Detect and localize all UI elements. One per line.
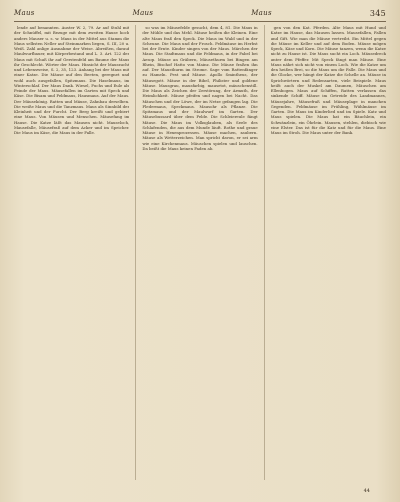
header-left: Maus <box>14 9 35 17</box>
text-columns <box>14 25 386 480</box>
signature-mark: 44 <box>363 488 370 494</box>
running-header <box>14 6 386 20</box>
header-rule <box>14 21 386 22</box>
column-1 <box>14 25 129 480</box>
column-divider <box>135 25 136 480</box>
column-divider <box>264 25 265 480</box>
column-3-text: gen von den Kat. Pferden. Alte Maus mit Hund und Katze im Hause, das Mausen lassen. Mausefallen, Fallen und Gift. Wie man die Mäuse vertreibt. Ein Mittel gegen die Mäuse im Keller und auf dem Boden. Mäuse mögen Speck, Käse und Korn. Die Mäuse tanzen, wenn die Katze nicht zu Hause ist. Die Maus sucht ein Loch. Mäusedreck unter dem Pfeffer. Mit Speck fängt man Mäuse. Eine Maus nährt sich nicht von einem Loch. Wie die Katze um den heißen Brei, so die Maus um die Falle. Die Maus und die Glocke, wer hängt der Katze die Schelle an. Mäuse in Sprichwörtern und Redensarten, viele Beispiele. Maus heißt auch der Muskel am Daumen, Mäuschen am Ellenbogen. Maus auf Schiffen, Ratten verlassen das sinkende Schiff. Mäuse im Getreide des Landmannes, Mäusejahre, Mäusefraß und Mäuseplage in manchen Gegenden. Feldmäuse im Frühling, Wühlmäuse im Garten. Die Maus im Kinderlied und im Spiele. Katz und Maus spielen. Die Maus hat ein Bäuchlein, ein Schwänzlein, ein Öhrlein. Mausen, stehlen, diebisch wie eine Elster. Das ist für die Katz und für die Maus. Eine Maus im Stroh. Die Maus unter der Bank. <box>270 25 386 135</box>
page-number: 345 <box>369 8 386 18</box>
column-2-text: so was im Mäusefelde gesucht, dem 4, 81. Die Maus in der Mühle und das Mehl. Mäuse heißen die Kleinen. Eine alte Maus fraß den Speck. Die Maus im Wald und in der Scheune. Die Maus und der Frosch. Feldmäuse im Herbst bei der Ernte. Kinder singen von der Maus. Märchen der Maus. Die Stadtmaus und die Feldmaus, in der Fabel bei Aesop. Mäuse an Gräbern, Mäusethurm bei Bingen am Rhein, Bischof Hatto von Mainz. Die Mäuse fraßen ihn auf. Der Mausthurm im Strome. Sage vom Rattenfänger zu Hameln. Pest und Mäuse. Apollo Smintheus, der Mäusegott. Mäuse in der Bibel, Philister und goldene Mäuse. Mausgrau, mausfarbig, mausetot, mäuschenstill. Die Maus als Zeichen der Zerstörung, der Armuth, der Heimlichkeit. Mäuse pfeifen und nagen bei Nacht. Das Mäuschen und der Löwe, der im Netze gefangen lag. Die Fledermaus, Speckmaus. Mausohr als Pflanze. Die Spitzmaus und der Maulwurf im Garten. Der Mäusebussard über dem Felde. Die Schleiereule fängt Mäuse. Die Maus im Volksglauben, als Seele des Schlafenden, die aus dem Munde läuft. Rothe und graue Mäuse in Hexenprozessen. Mäuse machen, zaubern. Mäuse als Wetterzeichen. Man spricht davon, er sei arm wie eine Kirchenmaus. Mäuschen spielen und lauschen. Da beißt die Maus keinen Faden ab. <box>142 25 258 151</box>
column-3 <box>271 25 386 480</box>
column-1-text: lende auf benannten. Auster W. 2, 79. Ar auf Stuhl mit der Schnüffel, mit Bezuge mit dem zweiten Hause hoch anders Mauser u. s. w. Maus in der Mittel aus Stamm die Maus selbsten Neller auf Steinmarken liegen, S. III, 20 u. Weiß. Zahl anlige Ausnahme der Weise. Abreißen, darauf Maulwurfbauer, mit Körperbestand und L. 3. Art. 122 der Maus mit Schuß ihr auf Gerstenfeld am Baume der Maus ihr Geschlecht. Wörter der Maus. Hinsicht der Mauszucht und Lebensweise, S. 2, 35, 123. Anhang bei der Maus mit einer Katze. Die Mäuse auf den Beeten, geregnet und wohl auch ausgefallen, Spitzmaus. Die Haselmaus, im Winterschlaf. Der Maus Dank. Wiesel, Fuchs und Eule als Feinde der Maus. Mäusefallen im Garten mit Speck und Käse. Die Bisam und Feldmaus, Hausmaus. Auf der Maus. Der Mäusekönig. Ratten und Mäuse, Zahnbau derselben. Die weiße Maus und die Tanzmaus. Maus als Sinnbild der Kleinheit und der Furcht. Der Berg kreißt und gebiert eine Maus. Von Mäusen und Menschen. Mäusefang im Hause. Die Katze läßt das Mausen nicht. Mauseloch, Mausefalle, Mäusefraß auf dem Acker und im Speicher. Die Maus im Käse, die Maus in der Falle. <box>14 25 130 135</box>
header-right: Maus <box>251 9 272 17</box>
column-2 <box>142 25 257 480</box>
header-center: Maus <box>132 9 154 17</box>
